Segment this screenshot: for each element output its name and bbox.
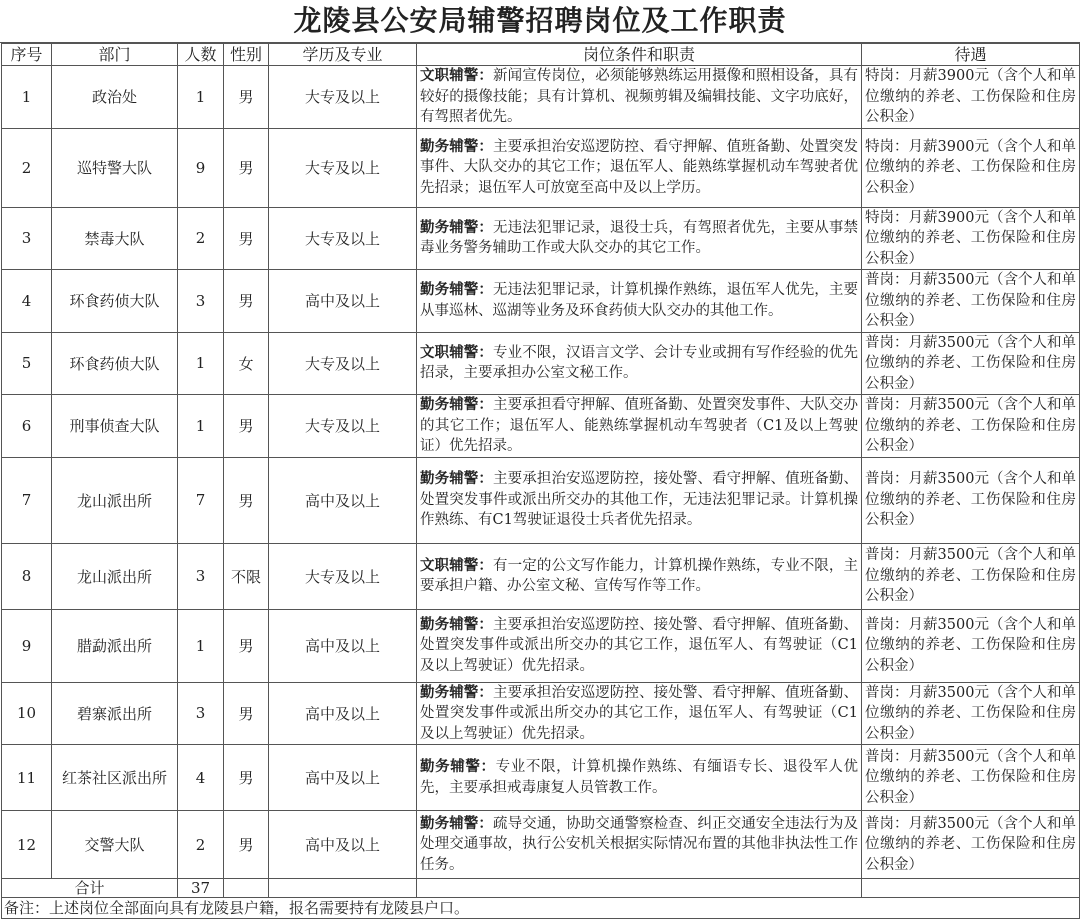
cell-seq: 11 bbox=[2, 745, 52, 811]
cell-count: 1 bbox=[178, 66, 224, 129]
total-count: 37 bbox=[178, 879, 224, 898]
cell-edu: 大专及以上 bbox=[269, 66, 417, 129]
header-count: 人数 bbox=[178, 44, 224, 66]
cell-pay: 特岗：月薪3900元（含个人和单位缴纳的养老、工伤保险和住房公积金） bbox=[862, 66, 1080, 129]
cell-count: 9 bbox=[178, 128, 224, 207]
cell-gender: 男 bbox=[224, 811, 269, 879]
recruitment-table bbox=[1, 43, 1080, 919]
role-type-label: 文职辅警： bbox=[420, 556, 494, 574]
cell-edu: 大专及以上 bbox=[269, 128, 417, 207]
table-row bbox=[2, 128, 1080, 207]
role-type-label: 勤务辅警： bbox=[420, 470, 494, 488]
cell-gender: 不限 bbox=[224, 543, 269, 609]
cell-dept: 环食药侦大队 bbox=[52, 270, 178, 333]
total-row bbox=[2, 879, 1080, 898]
table-row bbox=[2, 543, 1080, 609]
cell-conditions bbox=[417, 66, 862, 129]
cell-count: 2 bbox=[178, 207, 224, 270]
header-seq: 序号 bbox=[2, 44, 52, 66]
cell-conditions bbox=[417, 270, 862, 333]
cell-dept: 交警大队 bbox=[52, 811, 178, 879]
conditions-text: 主要承担治安巡逻防控、接处警、看守押解、值班备勤、处置突发事件或派出所交办的其它工作，退伍军人、有驾驶证（C1及以上驾驶证）优先招录。 bbox=[420, 616, 859, 674]
cell-dept: 政治处 bbox=[52, 66, 178, 129]
cell-edu: 高中及以上 bbox=[269, 745, 417, 811]
header-gender: 性别 bbox=[224, 44, 269, 66]
cell-count: 2 bbox=[178, 811, 224, 879]
cell-pay: 普岗：月薪3500元（含个人和单位缴纳的养老、工伤保险和住房公积金） bbox=[862, 395, 1080, 458]
role-type-label: 勤务辅警： bbox=[420, 218, 494, 236]
conditions-text: 新闻宣传岗位，必须能够熟练运用摄像和照相设备，具有较好的摄像技能；具有计算机、视频剪辑及编辑技能、文字功底好，有驾照者优先。 bbox=[420, 68, 859, 125]
cell-pay: 特岗：月薪3900元（含个人和单位缴纳的养老、工伤保险和住房公积金） bbox=[862, 207, 1080, 270]
cell-edu: 高中及以上 bbox=[269, 609, 417, 682]
conditions-text: 主要承担看守押解、值班备勤、处置突发事件、大队交办的其它工作；退伍军人、能熟练掌握机动车驾驶者（C1及以上驾驶证）优先招录。 bbox=[420, 397, 859, 454]
cell-gender: 男 bbox=[224, 270, 269, 333]
cell-pay: 特岗：月薪3900元（含个人和单位缴纳的养老、工伤保险和住房公积金） bbox=[862, 128, 1080, 207]
cell-dept: 腊勐派出所 bbox=[52, 609, 178, 682]
cell-conditions bbox=[417, 811, 862, 879]
cell-conditions bbox=[417, 609, 862, 682]
total-label: 合计 bbox=[2, 879, 178, 898]
cell-edu: 大专及以上 bbox=[269, 543, 417, 609]
role-type-label: 文职辅警： bbox=[420, 343, 494, 361]
cell-seq: 12 bbox=[2, 811, 52, 879]
cell-seq: 2 bbox=[2, 128, 52, 207]
cell-gender: 男 bbox=[224, 609, 269, 682]
cell-seq: 10 bbox=[2, 682, 52, 745]
table-row bbox=[2, 395, 1080, 458]
cell-conditions bbox=[417, 332, 862, 395]
table-row bbox=[2, 682, 1080, 745]
cell-edu: 高中及以上 bbox=[269, 811, 417, 879]
empty-cell bbox=[224, 879, 269, 898]
cell-seq: 8 bbox=[2, 543, 52, 609]
cell-count: 1 bbox=[178, 332, 224, 395]
table-row bbox=[2, 66, 1080, 129]
cell-dept: 环食药侦大队 bbox=[52, 332, 178, 395]
cell-gender: 女 bbox=[224, 332, 269, 395]
role-type-label: 勤务辅警： bbox=[420, 137, 494, 155]
cell-seq: 1 bbox=[2, 66, 52, 129]
cell-pay: 普岗：月薪3500元（含个人和单位缴纳的养老、工伤保险和住房公积金） bbox=[862, 332, 1080, 395]
conditions-text: 有一定的公文写作能力，计算机操作熟练，专业不限，主要承担户籍、办公室文秘、宣传写作等工作。 bbox=[420, 557, 859, 594]
cell-dept: 龙山派出所 bbox=[52, 543, 178, 609]
cell-count: 3 bbox=[178, 682, 224, 745]
cell-gender: 男 bbox=[224, 395, 269, 458]
note-row bbox=[2, 898, 1080, 919]
cell-seq: 6 bbox=[2, 395, 52, 458]
table-row bbox=[2, 811, 1080, 879]
cell-pay: 普岗：月薪3500元（含个人和单位缴纳的养老、工伤保险和住房公积金） bbox=[862, 745, 1080, 811]
cell-dept: 禁毒大队 bbox=[52, 207, 178, 270]
cell-seq: 5 bbox=[2, 332, 52, 395]
cell-count: 3 bbox=[178, 270, 224, 333]
cell-gender: 男 bbox=[224, 745, 269, 811]
cell-seq: 4 bbox=[2, 270, 52, 333]
cell-conditions bbox=[417, 682, 862, 745]
cell-dept: 刑事侦查大队 bbox=[52, 395, 178, 458]
cell-gender: 男 bbox=[224, 66, 269, 129]
cell-edu: 大专及以上 bbox=[269, 332, 417, 395]
conditions-text: 专业不限，汉语言文学、会计专业或拥有写作经验的优先招录，主要承担办公室文秘工作。 bbox=[420, 344, 859, 382]
conditions-text: 专业不限，计算机操作熟练、有缅语专长、退役军人优先，主要承担戒毒康复人员管教工作。 bbox=[420, 759, 858, 796]
conditions-text: 主要承担治安巡逻防控、看守押解、值班备勤、处置突发事件、大队交办的其它工作；退伍军人、能熟练掌握机动车驾驶者优先招录；退伍军人可放宽至高中及以上学历。 bbox=[420, 138, 859, 196]
cell-dept: 红茶社区派出所 bbox=[52, 745, 178, 811]
conditions-text: 主要承担治安巡逻防控、接处警、看守押解、值班备勤、处置突发事件或派出所交办的其它工作，退伍军人、有驾驶证（C1及以上驾驶证）优先招录。 bbox=[420, 684, 859, 742]
cell-conditions bbox=[417, 128, 862, 207]
cell-conditions bbox=[417, 543, 862, 609]
cell-gender: 男 bbox=[224, 682, 269, 745]
empty-cell bbox=[269, 879, 417, 898]
cell-edu: 大专及以上 bbox=[269, 395, 417, 458]
role-type-label: 勤务辅警： bbox=[420, 281, 494, 299]
table-row bbox=[2, 457, 1080, 543]
cell-conditions bbox=[417, 745, 862, 811]
cell-count: 4 bbox=[178, 745, 224, 811]
cell-seq: 3 bbox=[2, 207, 52, 270]
cell-seq: 9 bbox=[2, 609, 52, 682]
conditions-text: 无违法犯罪记录，退役士兵，有驾照者优先，主要从事禁毒业务警务辅助工作或大队交办的其它工作。 bbox=[420, 219, 859, 257]
header-cond: 岗位条件和职责 bbox=[417, 44, 862, 66]
cell-gender: 男 bbox=[224, 207, 269, 270]
cell-pay: 普岗：月薪3500元（含个人和单位缴纳的养老、工伤保险和住房公积金） bbox=[862, 543, 1080, 609]
role-type-label: 勤务辅警： bbox=[420, 396, 494, 413]
header-edu: 学历及专业 bbox=[269, 44, 417, 66]
role-type-label: 勤务辅警： bbox=[420, 615, 494, 633]
conditions-text: 无违法犯罪记录，计算机操作熟练，退伍军人优先，主要从事巡林、巡湖等业务及环食药侦大队交办的其他工作。 bbox=[420, 282, 859, 319]
role-type-label: 文职辅警： bbox=[420, 67, 494, 84]
cell-edu: 高中及以上 bbox=[269, 457, 417, 543]
empty-cell bbox=[862, 879, 1080, 898]
cell-pay: 普岗：月薪3500元（含个人和单位缴纳的养老、工伤保险和住房公积金） bbox=[862, 270, 1080, 333]
cell-pay: 普岗：月薪3500元（含个人和单位缴纳的养老、工伤保险和住房公积金） bbox=[862, 457, 1080, 543]
cell-conditions bbox=[417, 457, 862, 543]
cell-seq: 7 bbox=[2, 457, 52, 543]
cell-count: 1 bbox=[178, 609, 224, 682]
cell-dept: 碧寨派出所 bbox=[52, 682, 178, 745]
cell-count: 3 bbox=[178, 543, 224, 609]
table-row bbox=[2, 270, 1080, 333]
empty-cell bbox=[417, 879, 862, 898]
cell-conditions bbox=[417, 207, 862, 270]
header-dept: 部门 bbox=[52, 44, 178, 66]
table-row bbox=[2, 332, 1080, 395]
conditions-text: 疏导交通，协助交通警察检查、纠正交通安全违法行为及处理交通事故，执行公安机关根据实际情况布置的其他非执法性工作任务。 bbox=[420, 815, 859, 873]
role-type-label: 勤务辅警： bbox=[420, 814, 494, 832]
table-row bbox=[2, 609, 1080, 682]
cell-pay: 普岗：月薪3500元（含个人和单位缴纳的养老、工伤保险和住房公积金） bbox=[862, 811, 1080, 879]
cell-pay: 普岗：月薪3500元（含个人和单位缴纳的养老、工伤保险和住房公积金） bbox=[862, 609, 1080, 682]
cell-pay: 普岗：月薪3500元（含个人和单位缴纳的养老、工伤保险和住房公积金） bbox=[862, 682, 1080, 745]
note-text: 备注：上述岗位全部面向具有龙陵县户籍，报名需要持有龙陵县户口。 bbox=[2, 898, 1080, 919]
cell-count: 7 bbox=[178, 457, 224, 543]
cell-edu: 大专及以上 bbox=[269, 207, 417, 270]
conditions-text: 主要承担治安巡逻防控，接处警、看守押解、值班备勤、处置突发事件或派出所交办的其他工作，无违法犯罪记录。计算机操作熟练、有C1驾驶证退役士兵者优先招录。 bbox=[420, 471, 859, 529]
cell-conditions bbox=[417, 395, 862, 458]
cell-edu: 高中及以上 bbox=[269, 682, 417, 745]
page-title: 龙陵县公安局辅警招聘岗位及工作职责 bbox=[0, 0, 1080, 43]
table-row bbox=[2, 207, 1080, 270]
cell-edu: 高中及以上 bbox=[269, 270, 417, 333]
header-pay: 待遇 bbox=[862, 44, 1080, 66]
cell-count: 1 bbox=[178, 395, 224, 458]
header-row bbox=[2, 44, 1080, 66]
cell-dept: 龙山派出所 bbox=[52, 457, 178, 543]
role-type-label: 勤务辅警： bbox=[420, 683, 494, 701]
cell-gender: 男 bbox=[224, 457, 269, 543]
cell-dept: 巡特警大队 bbox=[52, 128, 178, 207]
role-type-label: 勤务辅警： bbox=[420, 758, 496, 775]
table-row bbox=[2, 745, 1080, 811]
cell-gender: 男 bbox=[224, 128, 269, 207]
